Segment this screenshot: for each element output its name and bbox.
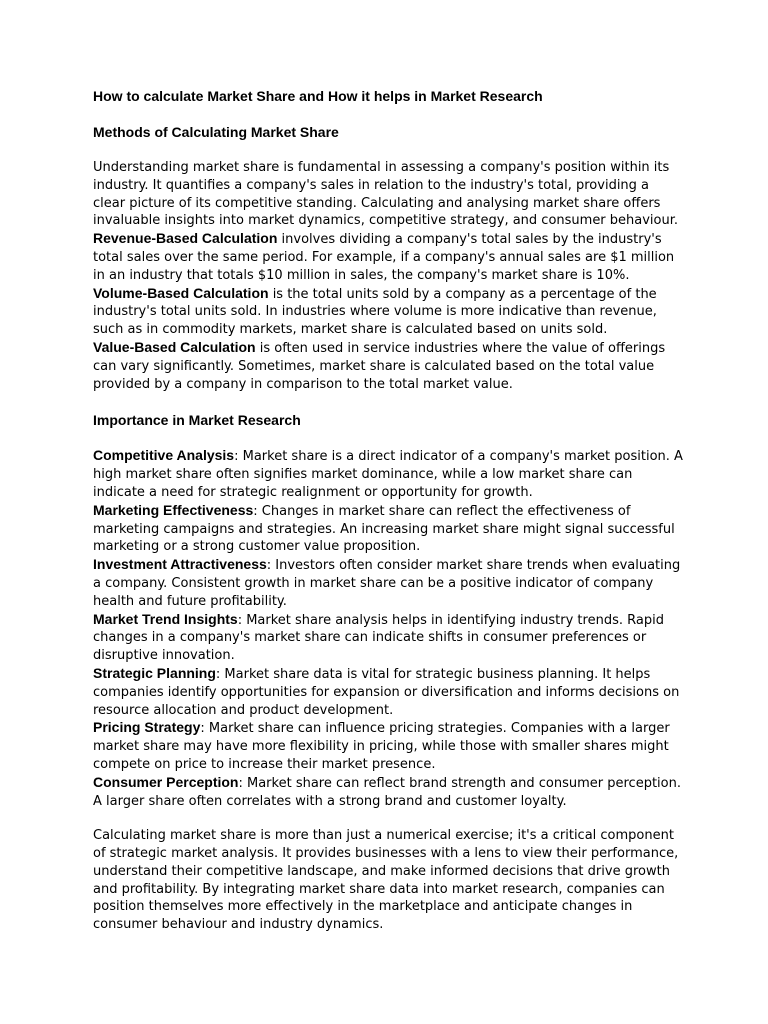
importance-heading: Importance in Market Research — [93, 412, 301, 429]
methods-heading: Methods of Calculating Market Share — [93, 124, 339, 140]
importance-term: Competitive Analysis — [93, 447, 235, 464]
method-revenue — [93, 230, 683, 284]
importance-item — [93, 719, 683, 773]
importance-term: Strategic Planning — [93, 664, 216, 681]
method-volume — [93, 285, 683, 339]
importance-item — [93, 556, 683, 610]
importance-term: Market Trend Insights — [93, 610, 238, 627]
importance-item — [93, 611, 683, 665]
importance-text: : Market share can reflect brand strength and consumer perception. A larger share often correlates with a strong brand and customer loyalty. — [93, 775, 681, 809]
importance-text: : Market share data is vital for strategic business planning. It helps companies identify opportunities for expansion or diversification and informs decisions on resource allocation and product development. — [93, 666, 680, 718]
importance-term: Pricing Strategy — [93, 719, 201, 736]
importance-text: : Market share can influence pricing strategies. Companies with a larger market share may have more flexibility in pricing, while those with smaller shares might compete on price to increase their market presence. — [93, 721, 670, 772]
document-page — [93, 86, 683, 934]
importance-text: : Investors often consider market share trends when evaluating a company. Consistent growth in market share can be a positive indicator of company health and future profitability. — [93, 558, 681, 609]
method-term: Revenue-Based Calculation — [93, 230, 278, 247]
method-text: involves dividing a company's total sales by the industry's total sales over the same period. For example, if a company's annual sales are $1 million in an industry that totals $10 million in sales, the company's market share is 10%. — [93, 232, 675, 283]
method-term: Value-Based Calculation — [93, 338, 256, 355]
importance-text: : Market share analysis helps in identifying industry trends. Rapid changes in a company's market share can indicate shifts in consumer preferences or disruptive innovation. — [93, 612, 664, 664]
importance-item — [93, 502, 683, 556]
method-term: Volume-Based Calculation — [93, 284, 269, 301]
importance-term: Investment Attractiveness — [93, 556, 267, 573]
methods-intro: Understanding market share is fundamental in assessing a company's position within its industry. It quantifies a company's sales in relation to the industry's total, providing a clear picture of its competitive standing. Calculating and analysing market share offers invaluable insights into market dynamics, competitive strategy, and consumer behaviour. — [93, 160, 679, 229]
spacer — [93, 393, 683, 411]
method-text: is often used in service industries where the value of offerings can vary significantly. Sometimes, market share is calculated based on the total value provided by a company in comparison to the total market value. — [93, 340, 666, 392]
document-title: How to calculate Market Share and How it helps in Market Research — [93, 88, 543, 104]
importance-item — [93, 665, 683, 719]
importance-text: : Market share is a direct indicator of a company's market position. A high market share often signifies market dominance, while a low market share can indicate a need for strategic realignment or opportunity for growth. — [93, 449, 683, 500]
conclusion-paragraph: Calculating market share is more than just a numerical exercise; it's a critical component of strategic market analysis. It provides businesses with a lens to view their performance, understand their competitive landscape, and make informed decisions that drive growth and profitability. By integrating market share data into market research, companies can position themselves more effectively in the marketplace and anticipate changes in consumer behaviour and industry dynamics. — [93, 828, 679, 933]
importance-text: : Changes in market share can reflect the effectiveness of marketing campaigns and strategies. An increasing market share might signal successful marketing or a strong customer value proposition. — [93, 503, 675, 555]
method-text: is the total units sold by a company as a percentage of the industry's total units sold. In industries where volume is more indicative than revenue, such as in commodity markets, market share is calculated based on units sold. — [93, 286, 657, 338]
method-value — [93, 339, 683, 393]
importance-item — [93, 774, 683, 811]
importance-term: Consumer Perception — [93, 773, 239, 790]
importance-item — [93, 447, 683, 501]
spacer — [93, 810, 683, 827]
importance-term: Marketing Effectiveness — [93, 501, 254, 518]
